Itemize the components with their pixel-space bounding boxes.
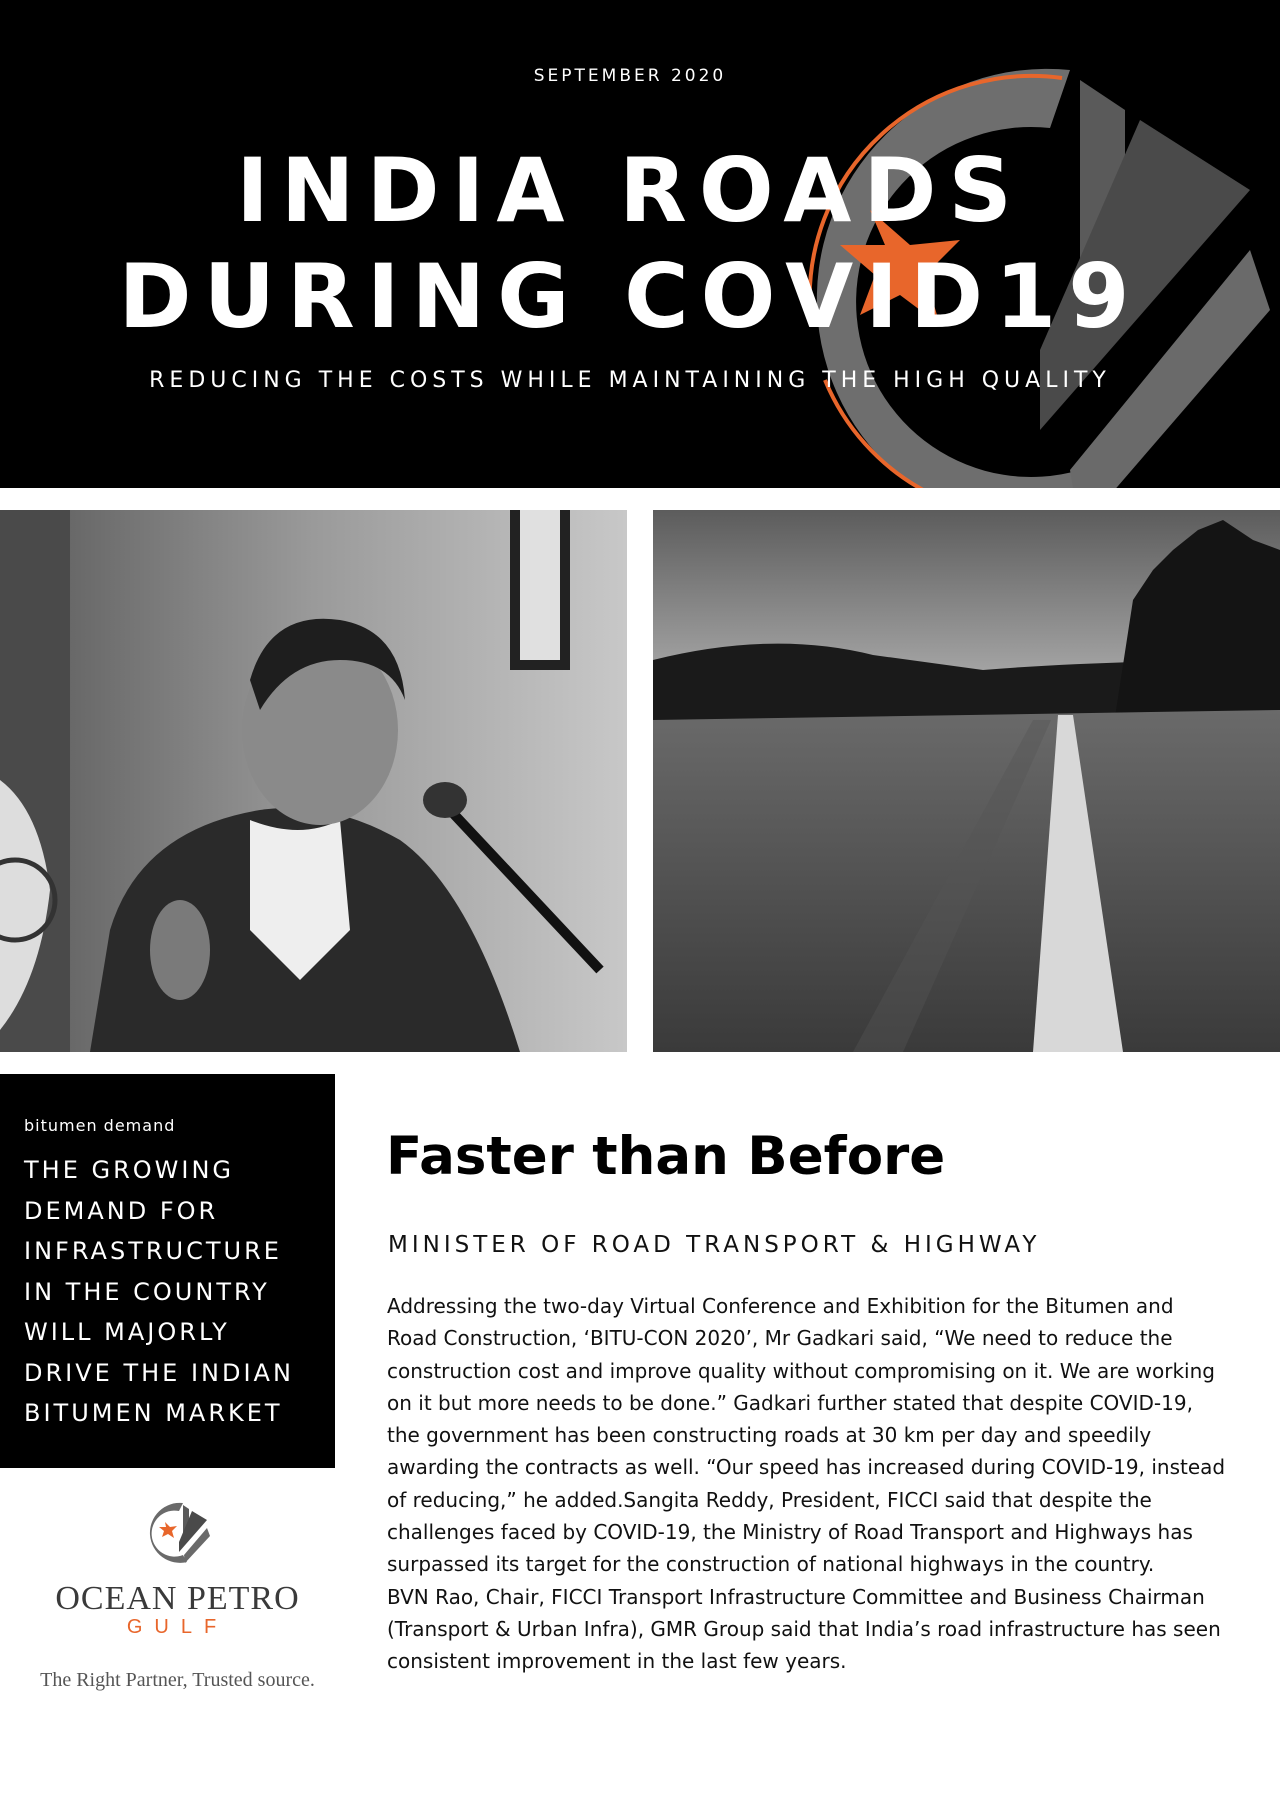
- pull-quote-box: [0, 1074, 335, 1468]
- empty-road-image: [653, 510, 1280, 1052]
- company-brand-block: [0, 1500, 355, 1692]
- pull-quote-line: DRIVE THE INDIAN: [24, 1358, 294, 1387]
- ocean-petro-gulf-logo-mark-icon: [143, 1500, 213, 1566]
- header-banner: [0, 0, 1280, 488]
- article-paragraph: Addressing the two-day Virtual Conference and Exhibition for the Bitumen and Road Construction, ‘BITU-CON 2020’, Mr Gadkari said, “We need to reduce the construction cost and improve quality without compromising on it. We are working on it but more needs to be done.” Gadkari further stated that despite COVID-19, the government has been constructing roads at 30 km per day and speedily awarding the contracts as well. “Our speed has increased during COVID-19, instead of reducing,” he added.Sangita Reddy, President, FICCI said that despite the challenges faced by COVID-19, the Ministry of Road Transport and Highways has surpassed its target for the construction of national highways in the country.: [387, 1294, 1226, 1577]
- page-title: [0, 138, 1260, 350]
- pull-quote-line: THE GROWING: [24, 1156, 235, 1184]
- company-name: OCEAN PETRO: [55, 1580, 300, 1617]
- pull-quote-line: INFRASTRUCTURE: [24, 1237, 282, 1265]
- pull-quote-line: WILL MAJORLY: [24, 1318, 230, 1346]
- pull-quote-kicker: bitumen demand: [24, 1116, 176, 1135]
- article-body: [387, 1290, 1227, 1678]
- article-paragraph: BVN Rao, Chair, FICCI Transport Infrastructure Committee and Business Chairman (Transport & Urban Infra), GMR Group said that India’s road infrastructure has seen consistent improvement in the last few years.: [387, 1584, 1221, 1674]
- company-subname: GULF: [126, 1616, 229, 1638]
- company-tagline: The Right Partner, Trusted source.: [40, 1669, 315, 1691]
- title-line-1: INDIA ROADS: [236, 139, 1024, 242]
- pull-quote-line: IN THE COUNTRY: [24, 1277, 270, 1306]
- pull-quote-line: DEMAND FOR: [24, 1196, 219, 1225]
- speaker-photo: [0, 510, 627, 1052]
- person-at-microphone-image: [0, 510, 627, 1052]
- title-line-2: DURING COVID19: [118, 245, 1142, 348]
- article-subheading: MINISTER OF ROAD TRANSPORT & HIGHWAY: [388, 1232, 1041, 1258]
- page-subtitle: REDUCING THE COSTS WHILE MAINTAINING THE HIGH QUALITY: [149, 368, 1111, 393]
- road-photo: [653, 510, 1280, 1052]
- issue-date: SEPTEMBER 2020: [533, 66, 727, 86]
- article-title: Faster than Before: [386, 1126, 946, 1187]
- pull-quote-text: [24, 1150, 329, 1434]
- pull-quote-line: BITUMEN MARKET: [24, 1399, 283, 1427]
